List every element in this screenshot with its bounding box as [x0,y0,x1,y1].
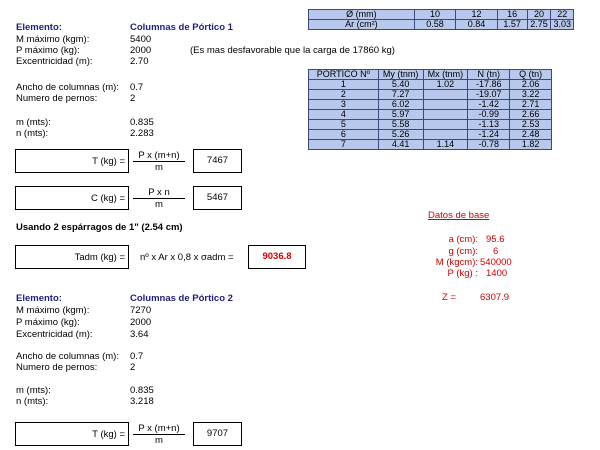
diam-cell: 16 [497,10,527,20]
table-cell: 2 [309,90,379,100]
t-label: T (kg) = [92,156,125,167]
t2-fraction [133,423,185,446]
table-cell: 2.48 [510,130,552,140]
t-label-box [15,149,129,173]
field-label: n (mts): [16,128,49,139]
field-label: Numero de pernos: [16,93,98,104]
field-value: 0.835 [130,117,154,128]
field-value: 2 [130,93,136,104]
field-value: 2.283 [130,128,154,139]
datos-value: 1400 [486,268,508,279]
field-value: 5400 [130,34,152,45]
diam-cell: 12 [456,10,497,20]
table-cell: 1.02 [423,80,468,90]
datos-label: g (cm): [448,246,478,257]
datos-label: P (kg) : [447,268,478,279]
table-cell: 1 [309,80,379,90]
table-cell: 5.97 [378,110,423,120]
field-label: Excentricidad (m): [16,329,93,340]
field-value: 0.7 [130,82,144,93]
t-numerator: P x (m+n) [133,150,185,162]
field-label: Ancho de columnas (m): [16,82,119,93]
table-cell: 3 [309,100,379,110]
field-value: 3.218 [130,396,154,407]
c-denominator: m [155,199,163,210]
table-cell: 7 [309,140,379,150]
z-label: Z = [442,292,456,303]
diam-cell: 10 [414,10,455,20]
table-cell: 7.27 [378,90,423,100]
field-value: 2.70 [130,56,149,67]
table-cell: 5.26 [378,130,423,140]
table-row [309,110,552,120]
field-value: 0.7 [130,351,144,362]
c-fraction [133,187,185,210]
datos-value: 540000 [480,257,512,268]
field-label: P máximo (kg): [16,45,80,56]
field-label: Numero de pernos: [16,362,98,373]
tadm-formula: nº x Ar x 0,8 x σadm = [140,252,234,263]
elemento-label: Elemento: [16,22,62,33]
field-label: M máximo (kgm): [16,305,90,316]
field-label: P máximo (kg): [16,317,80,328]
table-cell: 4.41 [378,140,423,150]
table-cell [423,90,468,100]
table-cell: 3.22 [510,90,552,100]
table-cell: -1.13 [468,120,510,130]
table-row [309,120,552,130]
elemento-label: Elemento: [16,293,62,304]
area-cell: 0.84 [456,20,497,30]
tadm-label: Tadm (kg) = [74,252,125,263]
field-value: 7270 [130,305,152,316]
table-cell: 5.58 [378,120,423,130]
usando-text: Usando 2 espárragos de 1" (2.54 cm) [16,222,183,233]
table-cell: 2.06 [510,80,552,90]
table-cell: -17.86 [468,80,510,90]
diam-cell: 22 [551,10,574,20]
t2-result: 9707 [193,422,242,446]
elemento-value: Columnas de Pórtico 1 [130,22,233,33]
table-cell: -0.99 [468,110,510,120]
table-cell: 6.02 [378,100,423,110]
c-result: 5467 [193,186,242,210]
z-value: 6307.9 [480,292,510,303]
field-label: M máximo (kgm): [16,34,90,45]
datos-value: 6 [493,246,499,257]
table-cell: -19.07 [468,90,510,100]
table-cell: 6 [309,130,379,140]
field-value: 2000 [130,45,152,56]
t2-label-box [15,422,129,446]
table-row [309,130,552,140]
c-label-box [15,186,129,210]
field-value: 2000 [130,317,152,328]
area-cell: 2.75 [527,20,551,30]
area-cell: 0.58 [414,20,455,30]
table-cell: -1.42 [468,100,510,110]
datos-value: 95.6 [486,234,505,245]
datos-label: a (cm): [448,234,478,245]
tadm-label-box [15,245,129,269]
tadm-result: 9036.8 [248,245,306,269]
table-cell: 5 [309,120,379,130]
note-text: (Es mas desfavorable que la carga de 17860 kg) [190,45,395,56]
table-cell [423,110,468,120]
c-numerator: P x n [133,187,185,199]
datos-base-title: Datos de base [428,210,490,221]
table-row [309,80,552,90]
portico-header: PORTICO Nº [309,70,379,80]
table-row [309,140,552,150]
t-denominator: m [155,162,163,173]
table-cell [423,100,468,110]
area-cell: 3.03 [551,20,574,30]
table-cell: 4 [309,110,379,120]
field-value: 2 [130,362,136,373]
portico-table [308,69,552,150]
table-cell: -0.78 [468,140,510,150]
datos-label: M (kgcm): [435,257,478,268]
diam-cell: 20 [527,10,551,20]
table-row [309,100,552,110]
elemento-value: Columnas de Pórtico 2 [130,293,233,304]
t2-denominator: m [155,435,163,446]
t-fraction [133,150,185,173]
table-cell: 2.66 [510,110,552,120]
table-cell: 1.82 [510,140,552,150]
area-cell: 1.57 [497,20,527,30]
field-label: Excentricidad (m): [16,56,93,67]
table-cell [423,120,468,130]
field-label: Ancho de columnas (m): [16,351,119,362]
t2-numerator: P x (m+n) [133,423,185,435]
table-cell: -1.24 [468,130,510,140]
table-cell: 5.40 [378,80,423,90]
table-cell: 1.14 [423,140,468,150]
field-label: m (mts): [16,385,51,396]
diameter-table [308,9,574,30]
mx-header: Mx (tnm) [423,70,468,80]
diam-head-label: Ø (mm) [309,10,415,20]
field-value: 0.835 [130,385,154,396]
field-value: 3.64 [130,329,149,340]
my-header: My (tnm) [378,70,423,80]
table-cell [423,130,468,140]
area-head-label: Ar (cm²) [309,20,415,30]
t2-label: T (kg) = [92,429,125,440]
n-header: N (tn) [468,70,510,80]
t-result: 7467 [193,149,242,173]
field-label: m (mts): [16,117,51,128]
table-cell: 2.53 [510,120,552,130]
c-label: C (kg) = [90,193,125,204]
table-cell: 2.71 [510,100,552,110]
field-label: n (mts): [16,396,49,407]
table-row [309,90,552,100]
q-header: Q (tn) [510,70,552,80]
